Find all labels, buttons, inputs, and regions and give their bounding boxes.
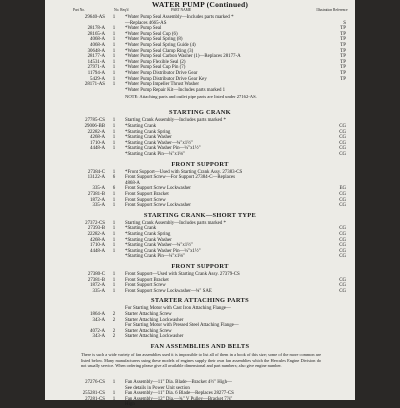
illustration-ref: CG <box>339 237 346 243</box>
part-number: 1872-A <box>90 283 105 289</box>
header-part-no: Part No. <box>73 8 85 12</box>
part-number: 1710-A <box>90 243 105 249</box>
part-number: 28177-A <box>87 54 105 60</box>
part-number: 27381-B <box>87 192 105 197</box>
quantity: 6 <box>112 175 116 181</box>
part-description: *Starting Crank Washer Pin—¼"x1½" <box>125 146 201 152</box>
illustration-ref: CG <box>339 197 346 203</box>
part-description: *Water Pump Seal Spring Guide (4) <box>125 43 196 48</box>
part-description: *Water Pump Seal Assembly—Includes parts marked * <box>125 15 234 20</box>
quantity: 1 <box>112 220 116 226</box>
parts-row <box>45 289 355 295</box>
illustration-ref: TP <box>340 54 346 60</box>
part-description: —Replaces 4665-AS <box>125 20 167 26</box>
quantity: 1 <box>112 192 116 197</box>
part-number: 4068-A <box>90 37 105 43</box>
quantity: 1 <box>112 124 116 129</box>
quantity: 1 <box>112 76 116 82</box>
part-description: *Water Pump Distributor Drive Gear Key <box>125 76 207 82</box>
part-number: 28171-AS <box>84 82 105 88</box>
illustration-ref: TP <box>340 59 346 65</box>
quantity: 1 <box>112 248 116 254</box>
illustration-ref: TP <box>340 31 346 37</box>
quantity: 1 <box>112 272 116 277</box>
quantity: 2 <box>112 334 116 340</box>
quantity: 1 <box>112 37 116 43</box>
part-description: Starter Attaching Screw <box>125 328 172 334</box>
quantity: 1 <box>112 391 116 397</box>
part-number: 1864-A <box>90 312 105 317</box>
part-description: Front Support Screw Lockwasher <box>125 203 191 209</box>
illustration-ref: CG <box>339 277 346 283</box>
illustration-ref: CG <box>339 135 346 141</box>
part-description: Front Support Screw Lockwasher <box>125 186 191 192</box>
part-description: Front Support Screw <box>125 283 166 289</box>
quantity: 1 <box>112 15 116 20</box>
part-number: 22282-A <box>87 232 105 237</box>
part-description: *Water Pump Flexible Seal (2) <box>125 59 186 65</box>
header-illustration-reference: Illustration Reference <box>316 8 348 12</box>
part-number: 29006-BB <box>84 124 105 129</box>
part-number: 27276-CS <box>85 380 105 385</box>
part-description: *Starting Crank Spring <box>125 129 171 135</box>
part-number: 335-A <box>92 288 105 294</box>
part-number: 27372-CS <box>85 220 105 226</box>
part-number: 27281-CS <box>85 396 105 402</box>
illustration-ref: CG <box>339 232 346 237</box>
quantity: 1 <box>112 71 116 76</box>
part-description: *Starting Crank Washer—¾"x1½" <box>125 243 193 249</box>
part-description: *Starting Crank <box>125 124 157 129</box>
page-title: WATER PUMP (Continued) <box>151 0 249 9</box>
part-description: Fan Assembly—11" Dia. 6 Blade—Replaces 28277-CS <box>125 391 234 397</box>
part-number: 28178-A <box>87 26 105 32</box>
illustration-ref: CG <box>339 129 346 135</box>
part-description: *Water Pump Seal Cup Pin (7) <box>125 65 186 71</box>
part-number: 343-A <box>92 334 105 340</box>
illustration-ref: CG <box>339 254 346 260</box>
part-number: 1710-A <box>90 140 105 146</box>
part-description: *Front Support—Used with Starting Crank Assy. 27383-CS <box>125 169 243 175</box>
illustration-ref: TP <box>340 65 346 71</box>
quantity: 1 <box>112 82 116 88</box>
part-number: 27785-CS <box>85 118 105 124</box>
part-number: 28165-A <box>87 31 105 37</box>
part-number: 13122-A <box>87 175 105 181</box>
part-number: 29640-AS <box>84 15 105 20</box>
illustration-ref: CG <box>339 203 346 209</box>
note-text: NOTE: Attaching parts and outlet pipe parts are listed under 27162-AS. <box>125 93 257 99</box>
header-no-req: No. Req'd <box>114 8 129 12</box>
part-description: *Water Pump Seal Spring (8) <box>125 37 183 43</box>
part-number: 30648-A <box>87 48 105 54</box>
quantity: 1 <box>112 232 116 237</box>
quantity: 2 <box>112 328 116 334</box>
quantity: 1 <box>112 396 116 402</box>
section-title: FAN ASSEMBLIES AND BELTS <box>150 343 250 350</box>
illustration-ref: TP <box>340 48 346 54</box>
quantity: 1 <box>112 118 116 124</box>
illustration-ref: CG <box>339 146 346 152</box>
section-title: STARTING CRANK <box>169 109 231 117</box>
quantity: 1 <box>112 243 116 249</box>
section-title: FRONT SUPPORT <box>171 160 229 168</box>
part-number: 14531-A <box>87 59 105 65</box>
parts-row <box>45 402 355 408</box>
illustration-ref: TP <box>340 43 346 48</box>
part-description: See details in Power Unit section <box>125 385 190 391</box>
part-description: Front Support Bracket <box>125 277 169 283</box>
part-number: 4268-A <box>90 135 105 141</box>
quantity: 1 <box>112 169 116 175</box>
part-description: *Starting Crank Washer <box>125 237 172 243</box>
part-number: 4448-A <box>90 146 105 152</box>
parts-row <box>45 203 355 209</box>
part-number: 5429-A <box>90 76 105 82</box>
parts-row <box>45 254 355 260</box>
quantity: 2 <box>112 317 116 323</box>
part-description: Starter Attaching Screw <box>125 312 172 317</box>
quantity: 1 <box>112 59 116 65</box>
part-description: *Water Pump Seal <box>125 26 162 32</box>
part-description: Front Support—Used with Starting Crank Assy. 27379-CS <box>125 272 240 277</box>
part-number: 335-A <box>92 203 105 209</box>
part-number: 27384-C <box>87 169 105 175</box>
part-description: *Starting Crank <box>125 226 157 232</box>
part-description: Starting Crank Assembly—Includes parts marked * <box>125 220 226 226</box>
part-description: Front Support Screw Lockwasher—¾" SAE <box>125 288 212 294</box>
quantity: 1 <box>112 283 116 289</box>
part-description: Fan Assembly—11" Dia. Blade—Bracket 4½" High— <box>125 380 232 385</box>
part-number: 4072-A <box>90 328 105 334</box>
quantity: 6 <box>112 186 116 192</box>
part-description: *Starting Crank Washer—¾"x1½" <box>125 140 193 146</box>
part-number: 255281-CS <box>82 391 105 397</box>
illustration-ref: CG <box>339 124 346 129</box>
quantity: 1 <box>112 237 116 243</box>
part-description: Starting Crank Assembly—Includes parts marked * <box>125 118 226 124</box>
quantity: 1 <box>112 380 116 385</box>
part-number: 4268-A <box>90 237 105 243</box>
part-number: 27380-C <box>87 272 105 277</box>
part-description: For Starting Motor with Cast Iron Attaching Flange— <box>125 306 231 312</box>
quantity: 1 <box>112 48 116 54</box>
section-title: STARTER ATTACHING PARTS <box>151 297 249 305</box>
part-description: Front Support Bracket <box>125 192 169 197</box>
illustration-ref: CG <box>339 243 346 249</box>
quantity: 1 <box>112 31 116 37</box>
part-number: 27971-A <box>87 65 105 71</box>
quantity: 1 <box>112 226 116 232</box>
quantity: 1 <box>112 203 116 209</box>
illustration-ref: CG <box>339 288 346 294</box>
illustration-ref: CG <box>339 140 346 146</box>
quantity: 1 <box>112 65 116 71</box>
part-description: *Starting Crank Washer Pin—¼"x1½" <box>125 248 201 254</box>
section-title: STARTING CRANK—SHORT TYPE <box>143 211 257 219</box>
part-description: *Water Pump Distributor Drive Gear <box>125 71 198 76</box>
parts-row <box>45 334 355 340</box>
illustration-ref: CG <box>339 152 346 157</box>
part-description: Starter Attaching Lockwasher <box>125 334 184 340</box>
quantity: 1 <box>112 140 116 146</box>
parts-row <box>45 152 355 158</box>
part-description: *Water Pump Seal Clamp Ring (3) <box>125 48 194 54</box>
part-description: Front Support Screw—For Support 27384-C—Replaces <box>125 175 236 181</box>
part-description: High <box>125 402 135 408</box>
part-description: *Starting Crank Spring <box>125 232 171 237</box>
part-number: 4448-A <box>90 248 105 254</box>
part-description: Front Support Screw <box>125 197 166 203</box>
quantity: 1 <box>112 135 116 141</box>
illustration-ref: TP <box>340 76 346 82</box>
part-description: *Water Pump Impeller Thrust Washer <box>125 82 200 88</box>
quantity: 1 <box>112 277 116 283</box>
part-number: 27393-B <box>87 226 105 232</box>
part-description: Fan Assembly—12" Dia.—¾" V Pulley—Bracket 7⅞" <box>125 396 233 402</box>
illustration-ref: TP <box>340 71 346 76</box>
illustration-ref: EG <box>339 186 346 192</box>
illustration-ref: TP <box>340 37 346 43</box>
part-description: Starter Attaching Lockwasher <box>125 317 184 323</box>
illustration-ref: CG <box>339 192 346 197</box>
illustration-ref: CG <box>339 248 346 254</box>
header-part-name: PART NAME <box>171 8 192 12</box>
part-description: *Starting Crank Pin—¼"x1⅛" <box>125 152 185 157</box>
part-number: 335-A <box>92 186 105 192</box>
quantity: 1 <box>112 43 116 48</box>
illustration-ref: S <box>343 20 346 26</box>
part-description: For Starting Motor with Pressed Steel Attaching Flange— <box>125 323 239 329</box>
part-number: 1872-A <box>90 197 105 203</box>
illustration-ref: CG <box>339 226 346 232</box>
section-paragraph: There is such a wide variety of fan assemblies used it is impossible to list all of them in a book of this size; some of the more common are listed below. Many manufacturers using these models of engines supply their own fan assemblies which the Hercules Engine Division do not usually service. When ordering please give all available dimensional and part numbers; also give engine number. <box>81 352 321 368</box>
part-description: *Starting Crank Pin—¼"x1⅛" <box>125 254 185 260</box>
quantity: 1 <box>112 288 116 294</box>
part-number: 27381-B <box>87 277 105 283</box>
parts-row <box>45 88 355 94</box>
section-title: FRONT SUPPORT <box>171 263 229 270</box>
part-description: *Water Pump Seal Cup (6) <box>125 31 178 37</box>
part-description: 4868-A <box>125 180 140 186</box>
part-description: *Water Pump Repair Kit—Includes parts marked 1 <box>125 87 226 93</box>
quantity: 1 <box>112 197 116 203</box>
part-description: *Starting Crank Washer <box>125 135 172 141</box>
quantity: 1 <box>112 26 116 32</box>
catalog-page <box>45 0 355 408</box>
quantity: 1 <box>112 54 116 60</box>
part-number: 343-A <box>92 317 105 323</box>
quantity: 1 <box>112 129 116 135</box>
quantity: 2 <box>112 312 116 317</box>
part-number: 11794-A <box>87 71 105 76</box>
illustration-ref: CG <box>339 283 346 289</box>
part-number: 4068-A <box>90 43 105 48</box>
illustration-ref: TP <box>340 26 346 32</box>
part-description: *Water Pump Seal Carbon Washer (1)—Replaces 28177-A <box>125 54 241 60</box>
part-number: 22282-A <box>87 129 105 135</box>
quantity: 1 <box>112 146 116 152</box>
